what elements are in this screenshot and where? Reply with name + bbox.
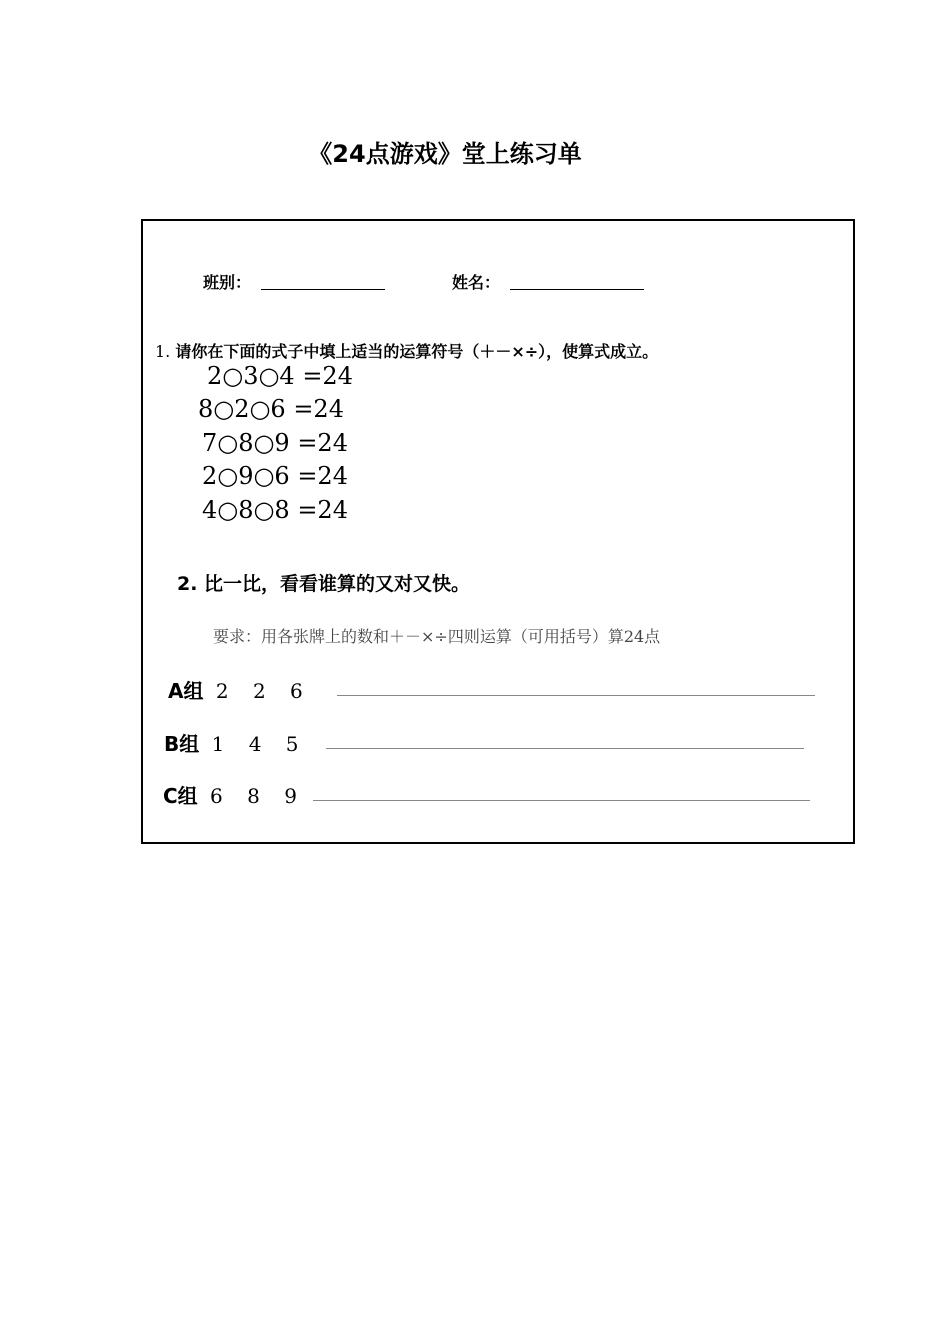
group-b-number: 5 bbox=[285, 732, 299, 756]
worksheet-frame bbox=[141, 219, 855, 844]
equation-3[interactable]: 7○8○9 =24 bbox=[202, 429, 348, 457]
group-c-number: 9 bbox=[284, 784, 297, 808]
page-title: 《24点游戏》堂上练习单 bbox=[308, 140, 582, 168]
group-c-number: 8 bbox=[247, 784, 260, 808]
equation-2[interactable]: 8○2○6 =24 bbox=[198, 395, 344, 423]
name-label: 姓名： bbox=[452, 273, 501, 292]
requirement-text: 要求：用各张牌上的数和＋－×÷四则运算（可用括号）算24点 bbox=[213, 627, 661, 646]
group-a bbox=[168, 675, 303, 704]
equation-1[interactable]: 2○3○4 =24 bbox=[207, 362, 353, 390]
group-a-answer-line[interactable] bbox=[337, 695, 815, 696]
question-2-text: 2. 比一比，看看谁算的又对又快。 bbox=[177, 573, 471, 595]
group-c bbox=[163, 780, 297, 809]
group-b-number: 1 bbox=[211, 732, 225, 756]
question-1-number: 1. bbox=[155, 342, 171, 361]
group-c-label: C组 bbox=[163, 784, 198, 808]
group-a-number: 2 bbox=[252, 679, 266, 703]
group-a-number: 2 bbox=[215, 679, 229, 703]
group-b-number: 4 bbox=[248, 732, 262, 756]
class-label: 班别： bbox=[203, 273, 252, 292]
group-b-label: B组 bbox=[164, 732, 200, 756]
group-b bbox=[164, 728, 299, 757]
equation-5[interactable]: 4○8○8 =24 bbox=[202, 496, 348, 524]
question-1-text: 请你在下面的式子中填上适当的运算符号（＋－×÷），使算式成立。 bbox=[175, 342, 659, 361]
group-a-number: 6 bbox=[290, 679, 303, 703]
class-input-line[interactable] bbox=[261, 289, 385, 290]
name-input-line[interactable] bbox=[510, 289, 644, 290]
group-a-label: A组 bbox=[168, 679, 204, 703]
group-b-answer-line[interactable] bbox=[326, 748, 804, 749]
group-c-number: 6 bbox=[210, 784, 223, 808]
equation-4[interactable]: 2○9○6 =24 bbox=[202, 462, 348, 490]
question-1 bbox=[155, 339, 658, 362]
group-c-answer-line[interactable] bbox=[313, 800, 810, 801]
